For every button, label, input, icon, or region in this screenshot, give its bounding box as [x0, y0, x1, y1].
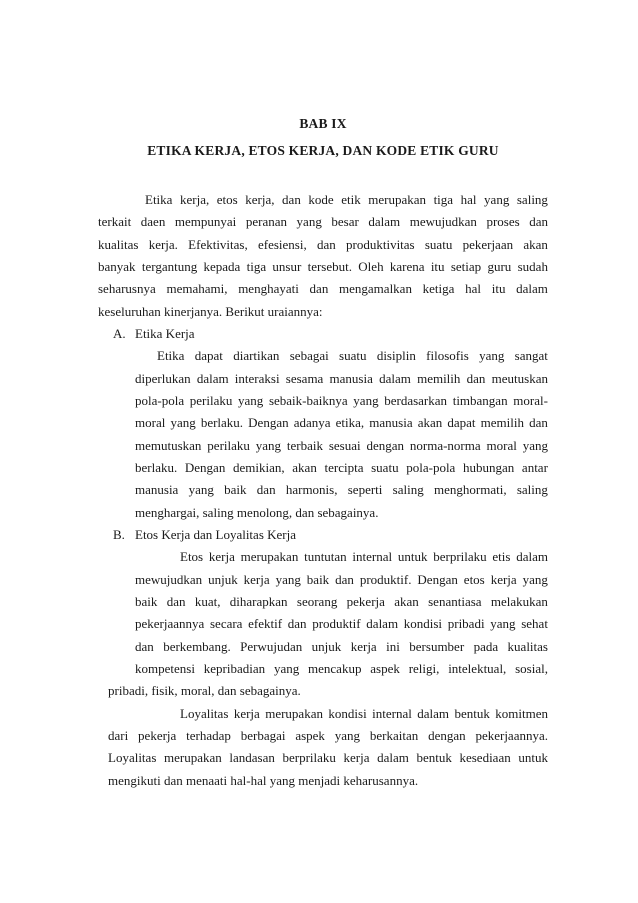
word: suatu	[339, 348, 367, 364]
list-marker: B.	[113, 526, 125, 542]
word: sesama	[285, 370, 324, 386]
word: unjuk	[311, 638, 342, 654]
word: saling	[516, 192, 548, 207]
text-line	[135, 636, 548, 658]
word: perilaku	[189, 392, 233, 408]
text-line: mengikuti dan menaati hal-hal yang menjadi keharusannya.	[108, 772, 419, 788]
word: dengan	[428, 727, 466, 743]
word: sebagai	[289, 348, 329, 364]
word: baik	[224, 482, 247, 498]
word: dan	[287, 616, 307, 632]
word: norma-norma	[409, 437, 481, 453]
word: karena	[389, 258, 425, 274]
word: aspek	[295, 727, 325, 743]
word: Loyalitas	[180, 705, 229, 721]
text-line	[157, 345, 548, 367]
word: pola-pola	[135, 392, 185, 408]
word: baik	[306, 571, 330, 587]
word: memilih	[417, 370, 461, 386]
word: kode	[308, 192, 334, 207]
word: antar	[521, 459, 548, 475]
word: menghormati,	[434, 482, 507, 498]
word: etika,	[335, 415, 365, 431]
word: kualitas	[507, 638, 548, 654]
word: yang	[188, 482, 214, 498]
word: terkait	[98, 214, 132, 230]
word: kerja,	[245, 192, 275, 207]
word: yang	[522, 437, 548, 453]
word: demikian,	[232, 459, 285, 475]
word: tergantung	[141, 258, 198, 274]
word: moral	[135, 415, 166, 431]
word: mempunyai	[174, 214, 237, 230]
word: dalam	[377, 750, 409, 766]
text-line	[135, 412, 548, 434]
word: memahami,	[166, 281, 228, 297]
word: yang	[490, 616, 516, 632]
word: kondisi	[328, 705, 367, 721]
word: manusia	[369, 415, 413, 431]
word: dan	[335, 571, 354, 587]
word: dan	[135, 638, 154, 654]
word: dan	[282, 192, 301, 207]
word: timbangan	[452, 392, 508, 408]
list-item-line	[98, 524, 548, 546]
word: yang	[484, 192, 510, 207]
word: mengamalkan	[339, 281, 412, 297]
word: dan	[529, 415, 548, 431]
word: terhadap	[186, 727, 231, 743]
word: merupakan	[265, 705, 323, 721]
word: unjuk	[208, 571, 238, 587]
chapter-title: BAB IX	[299, 116, 347, 131]
word: yang	[170, 415, 196, 431]
word: interaksi	[234, 370, 280, 386]
word: dalam	[379, 370, 411, 386]
word: tiga	[433, 192, 454, 207]
word: efektif	[248, 616, 283, 632]
word: dengan	[366, 437, 405, 453]
word: dan	[309, 281, 329, 297]
text-line	[108, 725, 548, 747]
word: produktif	[312, 616, 361, 632]
text-line	[135, 435, 548, 457]
word: berkaitan	[369, 727, 419, 743]
word: pekerjaan	[462, 236, 514, 252]
word: merupakan	[240, 549, 299, 565]
list-item-label: Etika Kerja	[135, 325, 195, 341]
word: peranan	[245, 214, 287, 230]
word: harmonis,	[285, 482, 338, 498]
word: diharapkan	[229, 593, 288, 609]
word: kondisi	[403, 616, 443, 632]
word: sesuai	[328, 437, 361, 453]
word: tuntutan	[304, 549, 347, 565]
word: yang	[334, 727, 361, 743]
word: kerja.	[148, 236, 178, 252]
word: meutuskan	[491, 370, 548, 386]
text-line	[98, 211, 548, 233]
word: menghayati	[238, 281, 299, 297]
word: bersumber	[409, 638, 465, 654]
word: pribadi	[447, 616, 485, 632]
word: guru	[487, 258, 512, 274]
text-line	[98, 234, 548, 256]
word: bentuk	[416, 750, 452, 766]
word: dan	[256, 482, 276, 498]
word: pekerjaannya	[135, 616, 205, 632]
word: Oleh	[358, 258, 384, 274]
word: diperlukan	[135, 370, 191, 386]
word: kerja	[490, 571, 517, 587]
word: dalam	[417, 705, 450, 721]
word: akan	[394, 593, 419, 609]
word: mencakup	[308, 660, 362, 676]
word: intelektual,	[448, 660, 507, 676]
word: yang	[522, 571, 548, 587]
word: kerja	[343, 750, 370, 766]
word: berkembang.	[163, 638, 231, 654]
word: dalam	[516, 281, 548, 297]
word: pekerja	[346, 593, 385, 609]
word: untuk	[397, 549, 428, 565]
word: yang	[238, 392, 264, 408]
text-line	[98, 256, 548, 278]
text-line	[135, 390, 548, 412]
text-line: pribadi, fisik, moral, dan sebagainya.	[108, 683, 301, 699]
word: sosial,	[515, 660, 548, 676]
word: produktif.	[359, 571, 412, 587]
list-item-label: Etos Kerja dan Loyalitas Kerja	[135, 526, 296, 542]
word: sebaik-baiknya	[268, 392, 348, 408]
word: dalam	[516, 549, 548, 565]
word: tersebut.	[307, 258, 352, 274]
word: memilih	[480, 415, 524, 431]
word: terbaik	[286, 437, 323, 453]
text-line	[135, 569, 548, 591]
word: banyak	[98, 258, 136, 274]
word: secara	[209, 616, 243, 632]
word: efesiensi,	[258, 236, 307, 252]
text-line	[145, 189, 548, 211]
word: kerja	[350, 638, 377, 654]
list-marker: A.	[113, 325, 126, 341]
word: seorang	[296, 593, 338, 609]
word: Etika	[145, 192, 173, 207]
word: tercipta	[324, 459, 364, 475]
word: merupakan	[164, 750, 222, 766]
word: hal	[465, 281, 482, 297]
word: filosofis	[426, 348, 469, 364]
word: internal	[372, 705, 412, 721]
word: dan	[166, 593, 186, 609]
word: yang	[479, 348, 505, 364]
word: Loyalitas	[108, 750, 157, 766]
word: kerja	[233, 705, 260, 721]
word: dari	[108, 727, 129, 743]
word: berprilaku	[282, 750, 336, 766]
word: dalam	[196, 370, 229, 386]
text-line	[135, 658, 548, 680]
text-line	[98, 278, 548, 300]
word: merupakan	[368, 192, 427, 207]
word: saling	[392, 482, 424, 498]
word: dan	[529, 214, 548, 230]
word: manusia	[135, 482, 179, 498]
word: Efektivitas,	[188, 236, 248, 252]
word: aspek	[370, 660, 400, 676]
word: manusia	[329, 370, 373, 386]
word: yang	[353, 392, 379, 408]
word: kerja	[208, 549, 235, 565]
word: kerja,	[179, 192, 210, 207]
word: besar	[331, 214, 359, 230]
word: disiplin	[376, 348, 416, 364]
word: daen	[140, 214, 166, 230]
word: etos	[463, 571, 485, 587]
word: Etos	[180, 549, 204, 565]
text-line: keseluruhan kinerjanya. Berikut uraiannya:	[98, 303, 323, 319]
word: mewujudkan	[409, 214, 477, 230]
word: pada	[473, 638, 499, 654]
word: setiap	[450, 258, 482, 274]
word: berdasarkan	[384, 392, 448, 408]
word: akan	[523, 236, 548, 252]
word: kepada	[203, 258, 241, 274]
word: suatu	[424, 236, 453, 252]
word: dan	[466, 370, 486, 386]
word: itu	[491, 281, 506, 297]
word: akan	[417, 415, 443, 431]
word: ini	[386, 638, 400, 654]
word: Perwujudan	[240, 638, 303, 654]
word: itu	[430, 258, 445, 274]
word: untuk	[518, 750, 548, 766]
word: Dengan	[417, 571, 458, 587]
word: adanya	[293, 415, 331, 431]
word: kerja	[243, 571, 270, 587]
word: moral-	[513, 392, 548, 408]
word: melakukan	[490, 593, 548, 609]
word: internal	[352, 549, 393, 565]
word: kesediaan	[459, 750, 511, 766]
word: perilaku	[207, 437, 250, 453]
word: kepribadian	[203, 660, 266, 676]
text-line: menghargai, saling menolong, dan sebagainya.	[135, 504, 379, 520]
word: etos	[216, 192, 238, 207]
document-body	[98, 189, 548, 792]
word: Etika	[157, 348, 185, 364]
word: senantiasa	[428, 593, 482, 609]
word: kualitas	[98, 236, 139, 252]
chapter-heading	[98, 110, 548, 164]
word: etis	[492, 549, 511, 565]
word: Dengan	[248, 415, 289, 431]
word: pekerja	[138, 727, 177, 743]
word: seperti	[347, 482, 383, 498]
word: dalam	[368, 214, 401, 230]
word: moral	[486, 437, 517, 453]
text-line	[108, 747, 548, 769]
word: produktivitas	[346, 236, 415, 252]
text-line	[180, 703, 548, 725]
word: proses	[486, 214, 520, 230]
word: sangat	[514, 348, 548, 364]
word: berlaku.	[200, 415, 244, 431]
word: yang	[296, 214, 322, 230]
text-line	[135, 613, 548, 635]
text-line	[135, 479, 548, 501]
word: etik	[341, 192, 361, 207]
word: berprilaku	[433, 549, 487, 565]
word: akan	[292, 459, 317, 475]
word: berbagai	[240, 727, 286, 743]
word: dan	[316, 236, 336, 252]
word: kompetensi	[135, 660, 195, 676]
text-line	[180, 546, 548, 568]
word: ketiga	[422, 281, 455, 297]
word: saling	[516, 482, 548, 498]
word: seharusnya	[98, 281, 156, 297]
word: komitmen	[495, 705, 548, 721]
word: religi,	[408, 660, 440, 676]
word: baik	[135, 593, 158, 609]
word: memutuskan	[135, 437, 202, 453]
word: yang	[255, 437, 282, 453]
list-item-line	[98, 323, 548, 345]
word: bentuk	[454, 705, 490, 721]
word: hal	[460, 192, 477, 207]
word: unsur	[272, 258, 302, 274]
word: suatu	[371, 459, 399, 475]
word: pola-pola	[406, 459, 456, 475]
word: tiga	[246, 258, 267, 274]
word: Dengan	[184, 459, 226, 475]
text-line	[135, 368, 548, 390]
chapter-subtitle: ETIKA KERJA, ETOS KERJA, DAN KODE ETIK GURU	[147, 143, 499, 158]
word: hubungan	[462, 459, 515, 475]
word: berlaku.	[135, 459, 178, 475]
word: mewujudkan	[135, 571, 203, 587]
word: landasan	[229, 750, 275, 766]
word: dalam	[366, 616, 399, 632]
word: dapat	[194, 348, 223, 364]
word: diartikan	[233, 348, 280, 364]
word: pekerjaannya.	[475, 727, 548, 743]
word: yang	[273, 660, 300, 676]
word: sudah	[517, 258, 548, 274]
text-line	[135, 457, 548, 479]
word: dapat	[447, 415, 476, 431]
text-line	[135, 591, 548, 613]
word: sehat	[521, 616, 548, 632]
word: yang	[275, 571, 301, 587]
word: kuat,	[194, 593, 221, 609]
